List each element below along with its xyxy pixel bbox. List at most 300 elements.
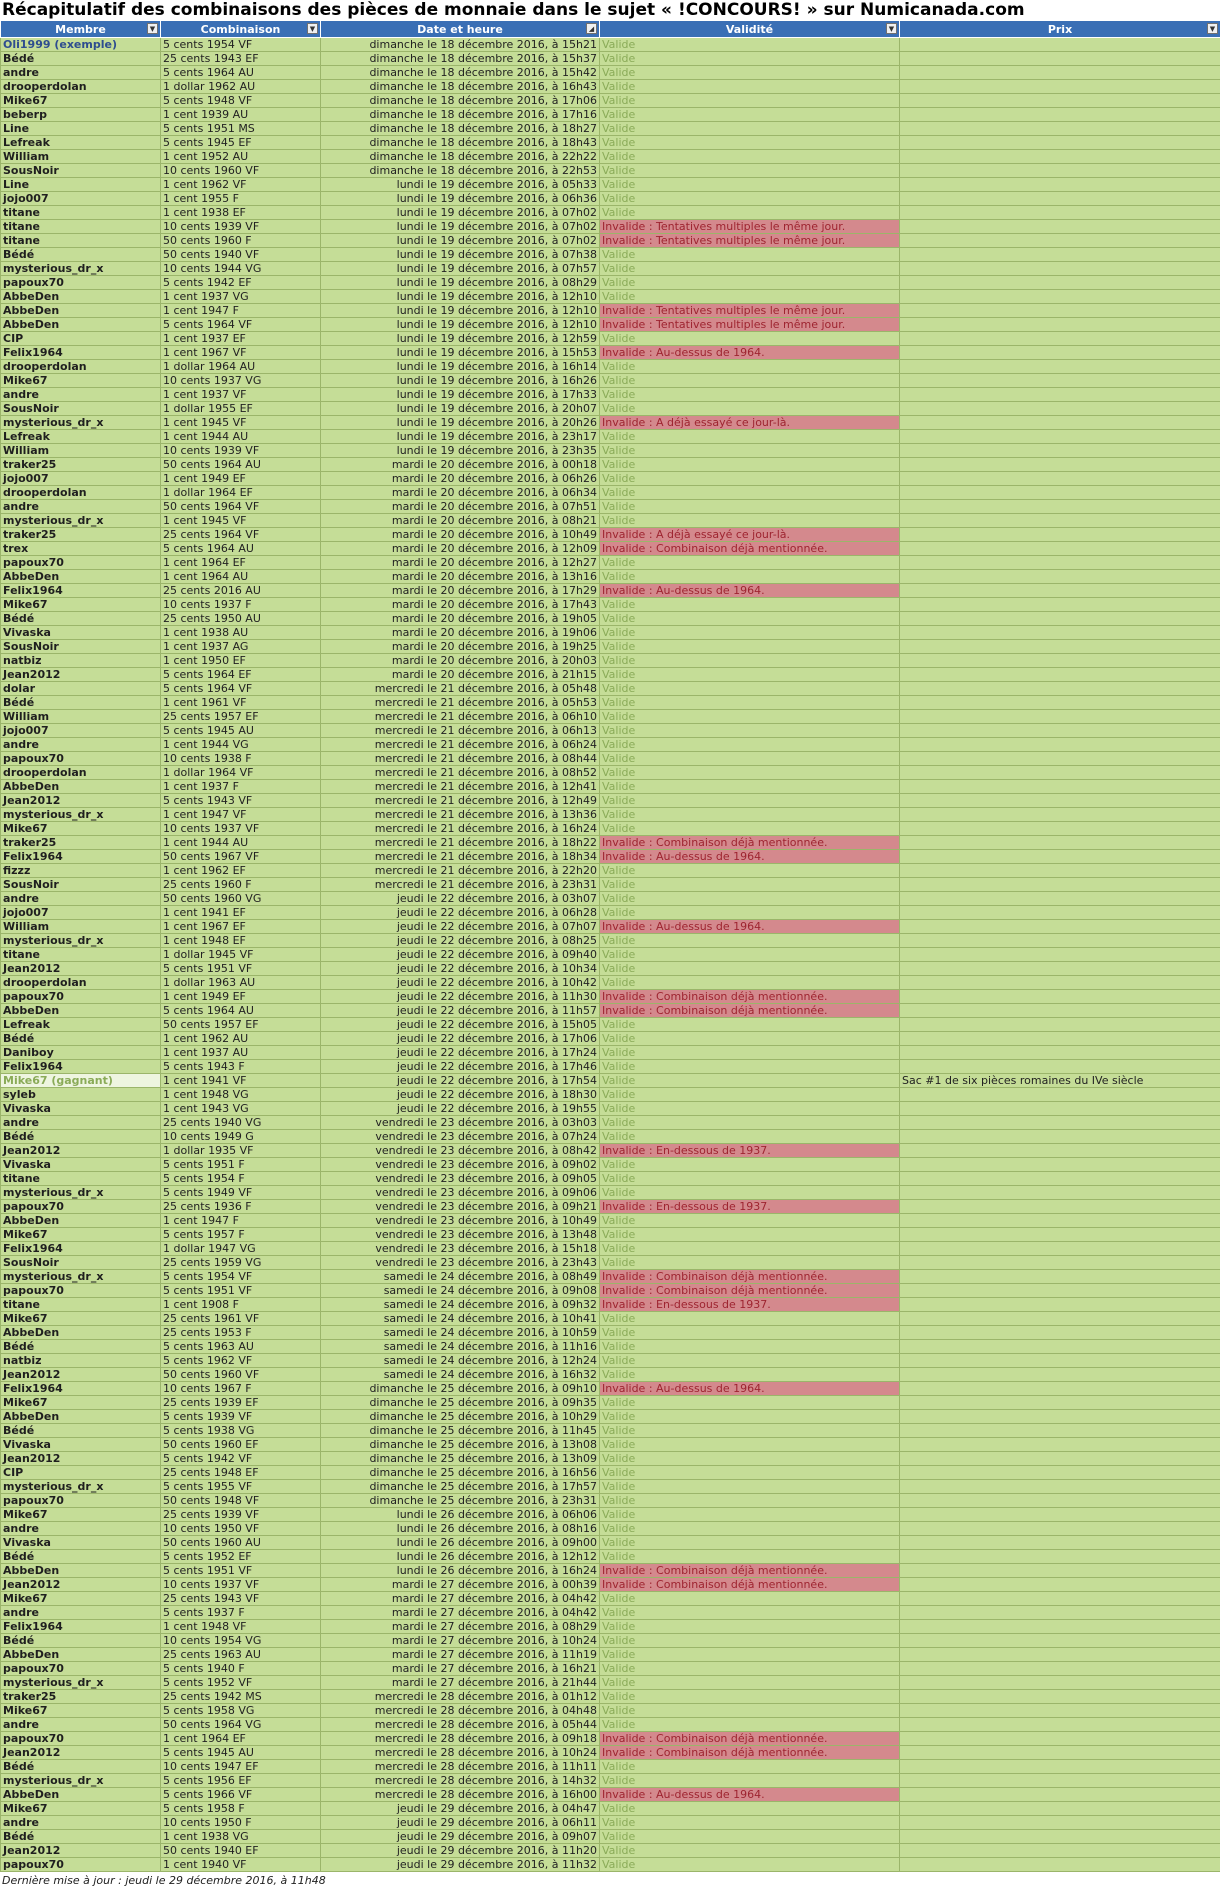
member-cell: Mike67	[1, 1592, 161, 1606]
table-row	[1, 1256, 1220, 1270]
prize-cell	[900, 668, 1220, 682]
validity-cell: Invalide : Combinaison déjà mentionnée.	[600, 1284, 900, 1298]
member-cell: jojo007	[1, 906, 161, 920]
member-cell: drooperdolan	[1, 976, 161, 990]
member-cell: papoux70	[1, 752, 161, 766]
prize-cell	[900, 1130, 1220, 1144]
member-cell: dolar	[1, 682, 161, 696]
member-cell: traker25	[1, 528, 161, 542]
combination-cell: 50 cents 1960 VG	[161, 892, 321, 906]
validity-cell: Valide	[600, 1368, 900, 1382]
member-cell: SousNoir	[1, 402, 161, 416]
datetime-cell: lundi le 19 décembre 2016, à 12h10	[321, 304, 600, 318]
validity-cell: Valide	[600, 640, 900, 654]
sort-filter-icon[interactable]: ◢	[586, 23, 597, 34]
prize-cell	[900, 346, 1220, 360]
prize-cell	[900, 1704, 1220, 1718]
table-row	[1, 486, 1220, 500]
table-row	[1, 1592, 1220, 1606]
table-row	[1, 1564, 1220, 1578]
table-row	[1, 892, 1220, 906]
member-cell: William	[1, 444, 161, 458]
member-cell: Felix1964	[1, 1620, 161, 1634]
validity-cell: Invalide : Combinaison déjà mentionnée.	[600, 1732, 900, 1746]
combination-cell: 5 cents 1937 F	[161, 1606, 321, 1620]
table-row	[1, 1326, 1220, 1340]
table-row	[1, 1550, 1220, 1564]
prize-cell	[900, 808, 1220, 822]
table-row	[1, 416, 1220, 430]
validity-cell: Valide	[600, 822, 900, 836]
combination-cell: 1 dollar 1964 AU	[161, 360, 321, 374]
table-row	[1, 780, 1220, 794]
datetime-cell: jeudi le 29 décembre 2016, à 11h20	[321, 1844, 600, 1858]
table-row	[1, 1284, 1220, 1298]
validity-cell: Valide	[600, 1158, 900, 1172]
prize-cell	[900, 500, 1220, 514]
member-cell: titane	[1, 1172, 161, 1186]
validity-cell: Valide	[600, 1662, 900, 1676]
datetime-cell: lundi le 26 décembre 2016, à 16h24	[321, 1564, 600, 1578]
combination-cell: 1 cent 1952 AU	[161, 150, 321, 164]
combination-cell: 5 cents 1958 VG	[161, 1704, 321, 1718]
member-cell: mysterious_dr_x	[1, 1774, 161, 1788]
datetime-cell: mardi le 20 décembre 2016, à 08h21	[321, 514, 600, 528]
validity-cell: Valide	[600, 738, 900, 752]
combination-cell: 25 cents 1943 EF	[161, 52, 321, 66]
combination-cell: 1 dollar 1964 VF	[161, 766, 321, 780]
member-cell: mysterious_dr_x	[1, 1676, 161, 1690]
datetime-cell: lundi le 19 décembre 2016, à 08h29	[321, 276, 600, 290]
combination-cell: 10 cents 1939 VF	[161, 444, 321, 458]
member-cell: trex	[1, 542, 161, 556]
member-cell: AbbeDen	[1, 290, 161, 304]
validity-cell: Valide	[600, 1340, 900, 1354]
table-row	[1, 1746, 1220, 1760]
header-row	[1, 21, 1220, 38]
combination-cell: 1 cent 1938 VG	[161, 1830, 321, 1844]
member-cell: papoux70	[1, 276, 161, 290]
datetime-cell: dimanche le 18 décembre 2016, à 17h16	[321, 108, 600, 122]
datetime-cell: jeudi le 22 décembre 2016, à 17h06	[321, 1032, 600, 1046]
combination-cell: 1 cent 1948 VG	[161, 1088, 321, 1102]
table-row	[1, 1536, 1220, 1550]
prize-cell	[900, 920, 1220, 934]
prize-cell	[900, 724, 1220, 738]
combination-cell: 1 cent 1964 EF	[161, 556, 321, 570]
datetime-cell: mercredi le 28 décembre 2016, à 04h48	[321, 1704, 600, 1718]
combination-cell: 5 cents 1948 VF	[161, 94, 321, 108]
combination-cell: 5 cents 1962 VF	[161, 1354, 321, 1368]
member-cell: mysterious_dr_x	[1, 514, 161, 528]
combination-cell: 10 cents 1954 VG	[161, 1634, 321, 1648]
prize-cell	[900, 1522, 1220, 1536]
member-cell: mysterious_dr_x	[1, 416, 161, 430]
header-label: Date et heure	[417, 22, 503, 36]
member-cell: Mike67	[1, 94, 161, 108]
validity-cell: Invalide : A déjà essayé ce jour-là.	[600, 528, 900, 542]
validity-cell: Valide	[600, 1704, 900, 1718]
member-cell: AbbeDen	[1, 570, 161, 584]
validity-cell: Valide	[600, 444, 900, 458]
combination-cell: 5 cents 1955 VF	[161, 1480, 321, 1494]
prize-cell	[900, 1606, 1220, 1620]
prize-cell	[900, 822, 1220, 836]
validity-cell: Valide	[600, 710, 900, 724]
combination-cell: 1 dollar 1964 EF	[161, 486, 321, 500]
table-row	[1, 1676, 1220, 1690]
prize-cell	[900, 150, 1220, 164]
prize-cell	[900, 1858, 1220, 1872]
prize-cell	[900, 94, 1220, 108]
table-row	[1, 1760, 1220, 1774]
datetime-cell: lundi le 19 décembre 2016, à 07h02	[321, 234, 600, 248]
combination-cell: 25 cents 1964 VF	[161, 528, 321, 542]
validity-cell: Valide	[600, 1102, 900, 1116]
validity-cell: Invalide : Combinaison déjà mentionnée.	[600, 1004, 900, 1018]
member-cell: Lefreak	[1, 1018, 161, 1032]
datetime-cell: mardi le 20 décembre 2016, à 06h34	[321, 486, 600, 500]
member-cell: andre	[1, 738, 161, 752]
table-row	[1, 724, 1220, 738]
combination-cell: 25 cents 1943 VF	[161, 1592, 321, 1606]
combination-cell: 1 dollar 1955 EF	[161, 402, 321, 416]
table-row	[1, 1816, 1220, 1830]
table-row	[1, 1340, 1220, 1354]
datetime-cell: lundi le 19 décembre 2016, à 07h57	[321, 262, 600, 276]
table-row	[1, 528, 1220, 542]
table-row	[1, 1060, 1220, 1074]
prize-cell	[900, 1494, 1220, 1508]
validity-cell: Valide	[600, 1550, 900, 1564]
combination-cell: 1 cent 1949 EF	[161, 472, 321, 486]
filter-dropdown-icon[interactable]: ▼	[1207, 23, 1218, 34]
datetime-cell: lundi le 19 décembre 2016, à 12h59	[321, 332, 600, 346]
last-updated: Dernière mise à jour : jeudi le 29 décembre 2016, à 11h48	[2, 1874, 326, 1887]
validity-cell: Valide	[600, 262, 900, 276]
validity-cell: Invalide : Combinaison déjà mentionnée.	[600, 1746, 900, 1760]
member-cell: AbbeDen	[1, 1788, 161, 1802]
validity-cell: Valide	[600, 668, 900, 682]
table-row	[1, 1774, 1220, 1788]
member-cell: Jean2012	[1, 1578, 161, 1592]
datetime-cell: jeudi le 22 décembre 2016, à 10h42	[321, 976, 600, 990]
datetime-cell: mardi le 27 décembre 2016, à 16h21	[321, 1662, 600, 1676]
table-row	[1, 1648, 1220, 1662]
combination-cell: 10 cents 1944 VG	[161, 262, 321, 276]
prize-cell	[900, 1102, 1220, 1116]
prize-cell	[900, 836, 1220, 850]
filter-dropdown-icon[interactable]: ▼	[307, 23, 318, 34]
member-cell: traker25	[1, 1690, 161, 1704]
member-cell: CIP	[1, 1466, 161, 1480]
member-cell: SousNoir	[1, 164, 161, 178]
prize-cell	[900, 262, 1220, 276]
validity-cell: Valide	[600, 1242, 900, 1256]
validity-cell: Invalide : Combinaison déjà mentionnée.	[600, 990, 900, 1004]
datetime-cell: lundi le 19 décembre 2016, à 12h10	[321, 318, 600, 332]
member-cell: Mike67	[1, 1228, 161, 1242]
combination-cell: 5 cents 1951 MS	[161, 122, 321, 136]
datetime-cell: mercredi le 28 décembre 2016, à 01h12	[321, 1690, 600, 1704]
validity-cell: Valide	[600, 654, 900, 668]
prize-cell	[900, 1816, 1220, 1830]
combination-cell: 5 cents 1963 AU	[161, 1340, 321, 1354]
prize-cell	[900, 752, 1220, 766]
validity-cell: Valide	[600, 1060, 900, 1074]
prize-cell	[900, 1214, 1220, 1228]
datetime-cell: mardi le 27 décembre 2016, à 21h44	[321, 1676, 600, 1690]
member-cell: Mike67	[1, 1396, 161, 1410]
combination-cell: 10 cents 1950 VF	[161, 1522, 321, 1536]
member-cell: jojo007	[1, 472, 161, 486]
combination-cell: 1 cent 1947 F	[161, 304, 321, 318]
member-cell: papoux70	[1, 990, 161, 1004]
datetime-cell: lundi le 19 décembre 2016, à 06h36	[321, 192, 600, 206]
combination-cell: 5 cents 1964 AU	[161, 66, 321, 80]
prize-cell	[900, 1802, 1220, 1816]
datetime-cell: mardi le 20 décembre 2016, à 17h29	[321, 584, 600, 598]
datetime-cell: vendredi le 23 décembre 2016, à 23h43	[321, 1256, 600, 1270]
prize-cell	[900, 136, 1220, 150]
validity-cell: Invalide : A déjà essayé ce jour-là.	[600, 416, 900, 430]
combination-cell: 1 dollar 1962 AU	[161, 80, 321, 94]
prize-cell	[900, 108, 1220, 122]
combination-cell: 50 cents 1940 EF	[161, 1844, 321, 1858]
table-row	[1, 1438, 1220, 1452]
table-row	[1, 1410, 1220, 1424]
table-row	[1, 1788, 1220, 1802]
datetime-cell: mercredi le 21 décembre 2016, à 23h31	[321, 878, 600, 892]
datetime-cell: jeudi le 29 décembre 2016, à 09h07	[321, 1830, 600, 1844]
table-row	[1, 276, 1220, 290]
validity-cell: Valide	[600, 1830, 900, 1844]
table-row	[1, 864, 1220, 878]
table-row	[1, 164, 1220, 178]
validity-cell: Valide	[600, 1620, 900, 1634]
datetime-cell: jeudi le 22 décembre 2016, à 11h30	[321, 990, 600, 1004]
validity-cell: Valide	[600, 374, 900, 388]
combination-cell: 1 cent 1941 VF	[161, 1074, 321, 1088]
datetime-cell: mardi le 27 décembre 2016, à 00h39	[321, 1578, 600, 1592]
combination-cell: 10 cents 1939 VF	[161, 220, 321, 234]
combination-cell: 25 cents 1936 F	[161, 1200, 321, 1214]
datetime-cell: mercredi le 28 décembre 2016, à 05h44	[321, 1718, 600, 1732]
datetime-cell: jeudi le 22 décembre 2016, à 18h30	[321, 1088, 600, 1102]
table-row	[1, 1172, 1220, 1186]
member-cell: andre	[1, 1116, 161, 1130]
datetime-cell: mercredi le 21 décembre 2016, à 05h53	[321, 696, 600, 710]
table-row	[1, 234, 1220, 248]
validity-cell: Valide	[600, 682, 900, 696]
datetime-cell: dimanche le 18 décembre 2016, à 15h42	[321, 66, 600, 80]
datetime-cell: jeudi le 22 décembre 2016, à 10h34	[321, 962, 600, 976]
table-body	[1, 38, 1220, 1872]
combination-cell: 5 cents 1945 EF	[161, 136, 321, 150]
prize-cell	[900, 1760, 1220, 1774]
datetime-cell: dimanche le 18 décembre 2016, à 18h43	[321, 136, 600, 150]
table-row	[1, 612, 1220, 626]
validity-cell: Valide	[600, 1018, 900, 1032]
member-cell: Bédé	[1, 1760, 161, 1774]
datetime-cell: lundi le 19 décembre 2016, à 23h35	[321, 444, 600, 458]
member-cell: natbiz	[1, 1354, 161, 1368]
validity-cell: Valide	[600, 1256, 900, 1270]
combination-cell: 25 cents 1948 EF	[161, 1466, 321, 1480]
validity-cell: Valide	[600, 276, 900, 290]
validity-cell: Valide	[600, 696, 900, 710]
datetime-cell: dimanche le 25 décembre 2016, à 13h08	[321, 1438, 600, 1452]
prize-cell	[900, 738, 1220, 752]
combination-cell: 5 cents 1940 F	[161, 1662, 321, 1676]
table-row	[1, 738, 1220, 752]
prize-cell	[900, 444, 1220, 458]
validity-cell: Valide	[600, 976, 900, 990]
combination-cell: 5 cents 1938 VG	[161, 1424, 321, 1438]
prize-cell	[900, 654, 1220, 668]
table-row	[1, 1424, 1220, 1438]
combination-cell: 1 cent 1938 AU	[161, 626, 321, 640]
table-row	[1, 332, 1220, 346]
validity-cell: Valide	[600, 458, 900, 472]
prize-cell	[900, 1732, 1220, 1746]
prize-cell	[900, 80, 1220, 94]
table-row	[1, 696, 1220, 710]
prize-cell	[900, 1550, 1220, 1564]
member-cell: Bédé	[1, 696, 161, 710]
datetime-cell: dimanche le 18 décembre 2016, à 18h27	[321, 122, 600, 136]
validity-cell: Valide	[600, 332, 900, 346]
combination-cell: 50 cents 1964 VF	[161, 500, 321, 514]
validity-cell: Invalide : Combinaison déjà mentionnée.	[600, 836, 900, 850]
page-title: Récapitulatif des combinaisons des pièces de monnaie dans le sujet « !CONCOURS! » sur Numicanada.com	[2, 0, 1025, 20]
combination-cell: 50 cents 1957 EF	[161, 1018, 321, 1032]
datetime-cell: lundi le 19 décembre 2016, à 05h33	[321, 178, 600, 192]
validity-cell: Valide	[600, 892, 900, 906]
prize-cell	[900, 290, 1220, 304]
table-row	[1, 1242, 1220, 1256]
table-row	[1, 1354, 1220, 1368]
combination-cell: 5 cents 1951 F	[161, 1158, 321, 1172]
combination-cell: 1 cent 1962 AU	[161, 1032, 321, 1046]
datetime-cell: jeudi le 22 décembre 2016, à 06h28	[321, 906, 600, 920]
combination-cell: 5 cents 1945 AU	[161, 724, 321, 738]
combination-cell: 25 cents 1939 VF	[161, 1508, 321, 1522]
table-row	[1, 1102, 1220, 1116]
member-cell: fizzz	[1, 864, 161, 878]
validity-cell: Valide	[600, 598, 900, 612]
combination-cell: 5 cents 1956 EF	[161, 1774, 321, 1788]
prize-cell	[900, 864, 1220, 878]
datetime-cell: lundi le 19 décembre 2016, à 07h02	[321, 206, 600, 220]
validity-cell: Valide	[600, 1088, 900, 1102]
prize-cell	[900, 892, 1220, 906]
combination-cell: 10 cents 1938 F	[161, 752, 321, 766]
validity-cell: Invalide : En-dessous de 1937.	[600, 1298, 900, 1312]
combination-cell: 1 cent 1937 AG	[161, 640, 321, 654]
datetime-cell: samedi le 24 décembre 2016, à 16h32	[321, 1368, 600, 1382]
combination-cell: 1 dollar 1963 AU	[161, 976, 321, 990]
combination-cell: 50 cents 1960 F	[161, 234, 321, 248]
combination-cell: 50 cents 1960 VF	[161, 1368, 321, 1382]
member-cell: Mike67	[1, 1508, 161, 1522]
combination-cell: 5 cents 1954 VF	[161, 38, 321, 52]
prize-cell	[900, 178, 1220, 192]
filter-dropdown-icon[interactable]: ▼	[886, 23, 897, 34]
datetime-cell: vendredi le 23 décembre 2016, à 09h02	[321, 1158, 600, 1172]
member-cell: SousNoir	[1, 640, 161, 654]
member-cell: andre	[1, 388, 161, 402]
combination-cell: 1 cent 1939 AU	[161, 108, 321, 122]
datetime-cell: mardi le 20 décembre 2016, à 19h25	[321, 640, 600, 654]
validity-cell: Valide	[600, 1690, 900, 1704]
table-row	[1, 850, 1220, 864]
table-row	[1, 1466, 1220, 1480]
datetime-cell: jeudi le 22 décembre 2016, à 17h46	[321, 1060, 600, 1074]
validity-cell: Valide	[600, 1816, 900, 1830]
member-cell: Jean2012	[1, 794, 161, 808]
validity-cell: Valide	[600, 108, 900, 122]
member-cell: beberp	[1, 108, 161, 122]
combination-cell: 5 cents 1954 VF	[161, 1270, 321, 1284]
datetime-cell: dimanche le 25 décembre 2016, à 11h45	[321, 1424, 600, 1438]
member-cell: Bédé	[1, 1340, 161, 1354]
combination-cell: 5 cents 1951 VF	[161, 1284, 321, 1298]
combination-cell: 5 cents 1945 AU	[161, 1746, 321, 1760]
prize-cell	[900, 1242, 1220, 1256]
prize-cell	[900, 66, 1220, 80]
combination-cell: 10 cents 1960 VF	[161, 164, 321, 178]
combination-cell: 50 cents 1960 EF	[161, 1438, 321, 1452]
member-cell: Jean2012	[1, 962, 161, 976]
member-cell: Daniboy	[1, 1046, 161, 1060]
table-row	[1, 1844, 1220, 1858]
table-row	[1, 626, 1220, 640]
datetime-cell: mardi le 20 décembre 2016, à 19h06	[321, 626, 600, 640]
datetime-cell: dimanche le 25 décembre 2016, à 09h10	[321, 1382, 600, 1396]
prize-cell	[900, 192, 1220, 206]
prize-cell	[900, 332, 1220, 346]
table-row	[1, 1200, 1220, 1214]
validity-cell: Valide	[600, 500, 900, 514]
table-row	[1, 430, 1220, 444]
prize-cell	[900, 430, 1220, 444]
table-row	[1, 1606, 1220, 1620]
prize-cell	[900, 1284, 1220, 1298]
validity-cell: Valide	[600, 52, 900, 66]
table-row	[1, 668, 1220, 682]
member-cell: papoux70	[1, 1732, 161, 1746]
datetime-cell: dimanche le 18 décembre 2016, à 22h53	[321, 164, 600, 178]
prize-cell	[900, 598, 1220, 612]
member-cell: titane	[1, 1298, 161, 1312]
filter-dropdown-icon[interactable]: ▼	[147, 23, 158, 34]
member-cell: mysterious_dr_x	[1, 1186, 161, 1200]
datetime-cell: jeudi le 22 décembre 2016, à 17h54	[321, 1074, 600, 1088]
member-cell: Mike67	[1, 1704, 161, 1718]
datetime-cell: lundi le 19 décembre 2016, à 15h53	[321, 346, 600, 360]
table-row	[1, 1508, 1220, 1522]
validity-cell: Valide	[600, 192, 900, 206]
datetime-cell: mardi le 27 décembre 2016, à 04h42	[321, 1592, 600, 1606]
member-cell: Lefreak	[1, 430, 161, 444]
combination-cell: 1 cent 1937 F	[161, 780, 321, 794]
member-cell: drooperdolan	[1, 486, 161, 500]
combination-cell: 1 dollar 1935 VF	[161, 1144, 321, 1158]
table-row	[1, 1270, 1220, 1284]
combination-cell: 1 cent 1938 EF	[161, 206, 321, 220]
validity-cell: Valide	[600, 1536, 900, 1550]
